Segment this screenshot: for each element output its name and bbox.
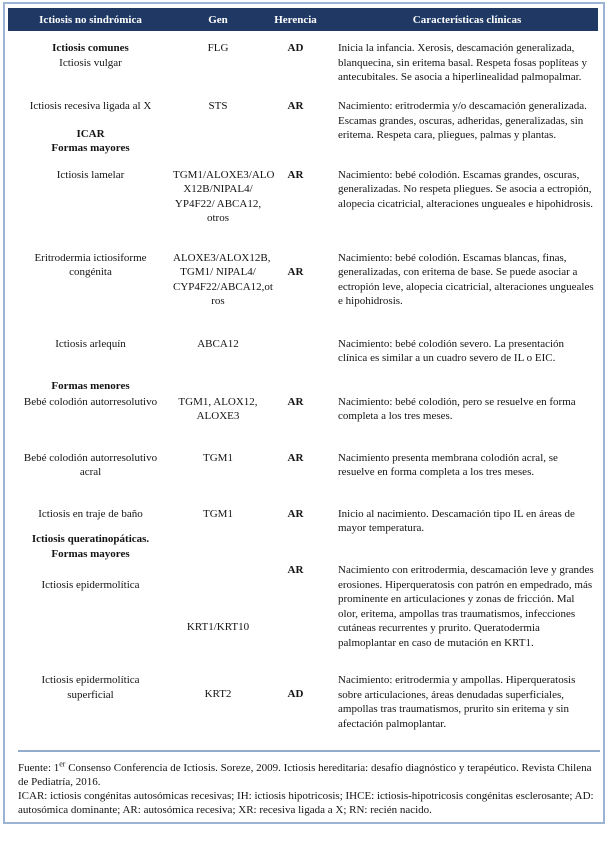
- row-herencia-cell: AR: [287, 265, 304, 278]
- row-gen-cell: [173, 251, 273, 309]
- row-name-cell: [8, 337, 173, 395]
- gen-line: TGM1/ALOXE3/ALO: [173, 168, 275, 181]
- row-name-cell: [8, 451, 173, 480]
- row-caracteristicas-cell: Inicio al nacimiento. Descamación tipo IL en áreas de mayor temperatura.: [338, 507, 575, 534]
- table-row: [8, 168, 598, 226]
- row-herencia-cell: AD: [287, 42, 304, 54]
- row-caracteristicas-cell: Nacimiento presenta membrana colodión acral, se resuelve en forma completa a los tres meses.: [338, 451, 558, 478]
- table-row: [8, 251, 598, 309]
- abbreviations-note: ICAR: ictiosis congénitas autosómicas recesivas; IH: ictiosis hipotricosis; IHCE: ictiosis-hipotricosis congénitas esclerosante; AD: autosómica dominante; AR: autosómica recesiva; XR: recesiva ligada a X; RN: recién nacido.: [18, 790, 594, 816]
- row-caracteristicas-cell: Nacimiento: bebé colodión. Escamas blancas, finas, generalizadas, con eritema de base. Se puede asociar a ectropión leve, alopecia cicatricial, alteraciones ungueales e hipohidrosis.: [338, 251, 594, 307]
- row-name-cell: [8, 251, 173, 309]
- row-herencia-cell: [263, 337, 328, 395]
- table-row: [8, 395, 598, 424]
- section-label: Formas mayores: [51, 547, 130, 560]
- table-row: [8, 337, 598, 395]
- row-herencia-cell: AR: [287, 564, 304, 576]
- section-block: [8, 532, 173, 561]
- name-line: Bebé colodión autorresolutivo: [23, 451, 158, 464]
- table-row: [8, 673, 598, 731]
- row-gen-cell: STS: [208, 100, 228, 112]
- table-frame: [3, 2, 605, 824]
- row-name-cell: [8, 507, 173, 562]
- table-row: [8, 99, 598, 156]
- name-line: Ictiosis epidermolítica: [41, 674, 140, 686]
- gen-line: ros: [211, 295, 225, 307]
- name-line: superficial: [67, 688, 114, 701]
- source-note-superscript: er: [59, 759, 66, 769]
- section-label: Formas menores: [51, 380, 130, 392]
- gen-line: ALOXE3/ALOX12B,: [173, 251, 271, 264]
- row-caracteristicas-cell: Nacimiento con eritrodermia, descamación leve y grandes erosiones. Hiperqueratosis con patrón en empedrado, más prominente en articulaciones y zonas de fricción. Mal olor, eritema, ampollas tras traumatismos, infecciones cutáneas recurrentes y prurito. Queratodermia palmoplantar en caso de mutación en KRT1.: [338, 564, 594, 649]
- table-row: [8, 563, 598, 650]
- name-line: congénita: [69, 266, 112, 278]
- row-gen-cell: FLG: [207, 42, 229, 54]
- table-header-row: [8, 8, 598, 31]
- section-block: [8, 127, 173, 156]
- row-herencia-cell: AR: [287, 100, 304, 112]
- name-line: acral: [79, 466, 102, 478]
- gen-line: otros: [207, 212, 229, 224]
- row-gen-cell: KRT1/KRT10: [186, 621, 250, 633]
- row-name-cell: Ictiosis lamelar: [56, 168, 125, 181]
- source-note-text: Fuente: 1: [18, 762, 60, 774]
- header-col-herencia: Herencia: [274, 13, 317, 26]
- section-label: Ictiosis queratinopáticas.: [31, 533, 150, 545]
- row-name: Ictiosis vulgar: [59, 56, 122, 69]
- name-line: Eritrodermia ictiosiforme: [34, 251, 147, 264]
- gen-line: YP4F22/ ABCA12,: [174, 197, 262, 210]
- row-herencia-cell: AR: [287, 451, 304, 464]
- gen-line: TGM1/ NIPAL4/: [180, 266, 256, 278]
- row-name-cell: [8, 99, 173, 156]
- table-row: [8, 41, 598, 99]
- row-herencia-cell: AD: [287, 688, 304, 700]
- gen-line: ALOXE3: [196, 410, 240, 422]
- row-gen-cell: [173, 395, 263, 424]
- row-name: Ictiosis arlequín: [55, 337, 126, 350]
- row-caracteristicas-cell: Nacimiento: bebé colodión, pero se resuelve en forma completa a los tres meses.: [338, 395, 576, 422]
- section-label: ICAR: [76, 127, 105, 140]
- row-name: Ictiosis recesiva ligada al X: [29, 100, 152, 112]
- row-name-cell: [8, 673, 173, 731]
- row-gen-cell: TGM1: [203, 507, 233, 520]
- row-gen-cell: TGM1: [203, 451, 233, 464]
- gen-line: X12B/NIPAL4/: [183, 183, 253, 195]
- gen-line: TGM1, ALOX12,: [178, 395, 258, 408]
- row-caracteristicas-cell: Inicia la infancia. Xerosis, descamación generalizada, blanquecina, sin eritema basal. Respeta fosas poplíteas y antecubitales. Se asocia a hiperlinealidad palmopalmar.: [338, 42, 587, 83]
- table-row: [8, 507, 598, 562]
- row-gen-cell: [173, 168, 275, 226]
- row-caracteristicas-cell: Nacimiento: bebé colodión. Escamas grandes, oscuras, generalizadas. No respeta pliegues. Se asocia a ectropión, alopecia cicatricial, alteraciones ungueales e hipohidrosis.: [338, 168, 594, 210]
- header-col-gen: Gen: [208, 13, 228, 26]
- row-name-cell: [8, 41, 173, 99]
- row-herencia-cell: AR: [287, 168, 304, 181]
- row-caracteristicas-cell: Nacimiento: eritrodermia y/o descamación generalizada. Escamas grandes, oscuras, adheridas, generalizadas, sin eritema. Respeta cara, pliegues, palmas y plantas.: [338, 100, 587, 141]
- row-caracteristicas-cell: Nacimiento: bebé colodión severo. La presentación clínica es similar a un cuadro severo de IL o EIC.: [338, 337, 565, 364]
- row-herencia-cell: AR: [287, 507, 304, 520]
- table-row: [8, 451, 598, 480]
- source-note: [18, 761, 600, 789]
- row-name-cell: Bebé colodión autorresolutivo: [23, 395, 158, 408]
- section-label: Formas mayores: [51, 142, 130, 154]
- footer-divider: [18, 750, 600, 752]
- row-name: Ictiosis en traje de baño: [38, 507, 143, 520]
- table-footnotes: [18, 761, 600, 817]
- row-name-cell: Ictiosis epidermolítica: [41, 579, 140, 591]
- row-herencia-cell: AR: [287, 395, 304, 408]
- header-col-ictiosis: Ictiosis no sindrómica: [39, 13, 142, 26]
- gen-line: CYP4F22/ABCA12,ot: [173, 280, 273, 293]
- header-col-caracteristicas: Características clínicas: [412, 13, 522, 26]
- row-caracteristicas-cell: Nacimiento: eritrodermia y ampollas. Hiperqueratosis sobre articulaciones, áreas denudadas superficiales, ampollas tras traumatismos, prurito sin eritema y sin afectación palmoplantar.: [338, 674, 576, 730]
- row-gen-cell: KRT2: [204, 688, 232, 700]
- section-label: Ictiosis comunes: [52, 42, 129, 54]
- source-note-text: Consenso Conferencia de Ictiosis. Soreze, 2009. Ictiosis hereditaria: desafío diagnóstico y terapéutico. Revista Chilena de Pediatría, 2016.: [18, 762, 592, 788]
- row-gen-cell: ABCA12: [197, 337, 239, 350]
